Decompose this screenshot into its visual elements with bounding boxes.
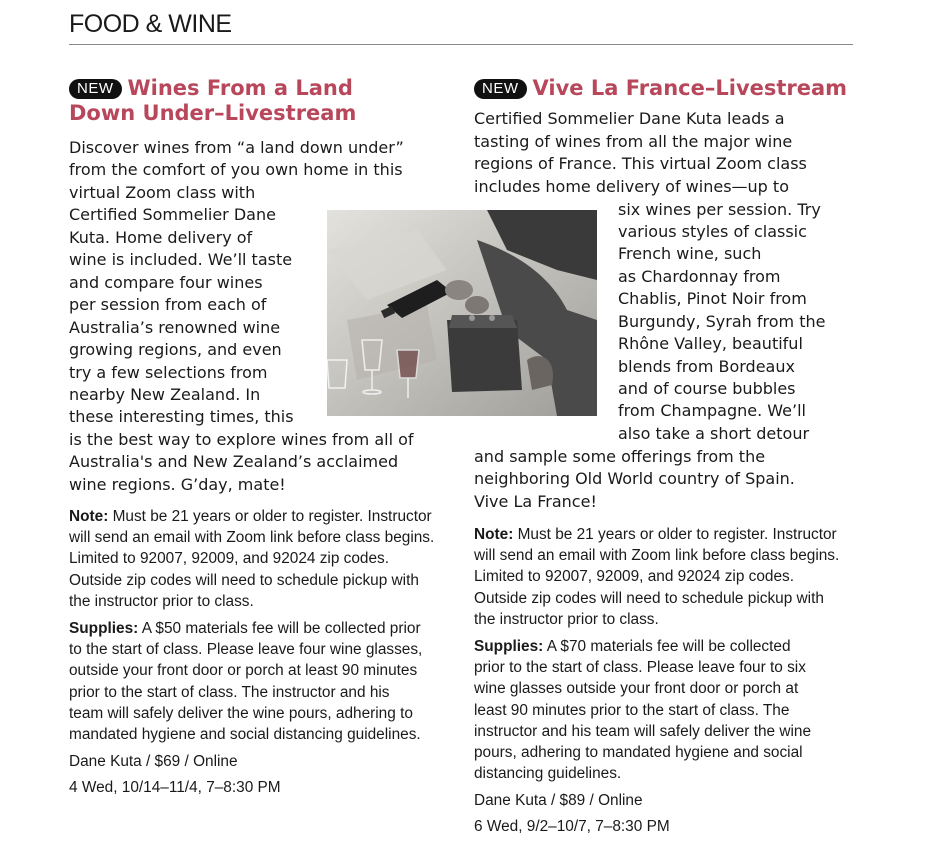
course1-desc-line: is the best way to explore wines from all of bbox=[69, 430, 414, 449]
course2-desc-line: Certified Sommelier Dane Kuta leads a bbox=[474, 109, 785, 128]
course1-note bbox=[69, 506, 434, 612]
course2-desc-line: various styles of classic bbox=[618, 222, 807, 241]
course-title-vive-la-france bbox=[474, 76, 847, 101]
course1-desc-line: per session from each of bbox=[69, 295, 267, 314]
course2-desc-line: Chablis, Pinot Noir from bbox=[618, 289, 807, 308]
new-badge: NEW bbox=[69, 79, 122, 99]
section-title: FOOD & WINE bbox=[69, 10, 232, 38]
course2-desc-line: tasting of wines from all the major wine bbox=[474, 132, 793, 151]
note-line: Limited to 92007, 92009, and 92024 zip codes. bbox=[474, 568, 795, 586]
note-line: the instructor prior to class. bbox=[69, 592, 254, 610]
note-line: Limited to 92007, 92009, and 92024 zip codes. bbox=[69, 550, 390, 568]
title-text: Vive La France–Livestream bbox=[532, 76, 848, 100]
course2-desc-line: blends from Bordeaux bbox=[618, 357, 795, 376]
course2-desc-line: as Chardonnay from bbox=[618, 267, 781, 286]
course2-desc-line: French wine, such bbox=[618, 244, 762, 263]
supplies-line: least 90 minutes prior to the start of class. The bbox=[474, 701, 790, 719]
title-line-2: Down Under–Livestream bbox=[69, 101, 357, 125]
supplies-label: Supplies: bbox=[69, 620, 139, 637]
course2-supplies bbox=[474, 636, 811, 784]
course1-desc-line: Kuta. Home delivery of bbox=[69, 228, 253, 247]
supplies-line: outside your front door or porch at least 90 minutes bbox=[69, 662, 418, 680]
course1-desc-line: from the comfort of you own home in this bbox=[69, 160, 403, 179]
title-line-1 bbox=[69, 76, 356, 101]
supplies-line: prior to the start of class. Please leave four to six bbox=[474, 659, 806, 677]
course2-desc-line: includes home delivery of wines—up to bbox=[474, 177, 789, 196]
supplies-text: A $50 materials fee will be collected prior bbox=[138, 620, 421, 637]
supplies-line: mandated hygiene and social distancing guidelines. bbox=[69, 726, 421, 744]
supplies-line: pours, adhering to mandated hygiene and social bbox=[474, 744, 803, 762]
title-text: Wines From a Land bbox=[127, 76, 353, 100]
note-line bbox=[69, 506, 434, 527]
note-text: Must be 21 years or older to register. Instructor bbox=[108, 508, 432, 525]
course1-desc-line: growing regions, and even bbox=[69, 340, 282, 359]
wine-pouring-photo bbox=[327, 210, 597, 416]
course1-supplies bbox=[69, 618, 422, 745]
supplies-line: team will safely deliver the wine pours, adhering to bbox=[69, 704, 413, 722]
course2-desc-line: also take a short detour bbox=[618, 424, 810, 443]
course2-desc-line: six wines per session. Try bbox=[618, 200, 821, 219]
supplies-label: Supplies: bbox=[474, 638, 544, 655]
photo-illustration bbox=[327, 210, 597, 416]
course1-desc-line: these interesting times, this bbox=[69, 407, 294, 426]
course1-desc-line: nearby New Zealand. In bbox=[69, 385, 261, 404]
note-line: will send an email with Zoom link before class begins. bbox=[69, 529, 435, 547]
course2-desc-line: Rhône Valley, beautiful bbox=[618, 334, 803, 353]
note-label: Note: bbox=[474, 526, 514, 543]
note-line bbox=[474, 524, 839, 545]
course1-desc-line: Certified Sommelier Dane bbox=[69, 205, 276, 224]
note-line: Outside zip codes will need to schedule pickup with bbox=[474, 589, 824, 607]
supplies-line: instructor and his team will safely deliver the wine bbox=[474, 722, 812, 740]
note-line: the instructor prior to class. bbox=[474, 610, 659, 628]
supplies-line: wine glasses outside your front door or porch at bbox=[474, 680, 799, 698]
course1-desc-line: try a few selections from bbox=[69, 363, 268, 382]
course1-desc-line: and compare four wines bbox=[69, 273, 263, 292]
course2-note bbox=[474, 524, 839, 630]
course1-desc-line: Australia's and New Zealand’s acclaimed bbox=[69, 452, 399, 471]
new-badge: NEW bbox=[474, 79, 527, 99]
course2-desc-line: Burgundy, Syrah from the bbox=[618, 312, 826, 331]
supplies-line bbox=[69, 618, 422, 639]
supplies-line bbox=[474, 636, 811, 657]
course1-desc-line: virtual Zoom class with bbox=[69, 183, 256, 202]
course2-desc-line: from Champagne. We’ll bbox=[618, 401, 806, 420]
note-line: Outside zip codes will need to schedule pickup with bbox=[69, 571, 419, 589]
course1-instructor-price: Dane Kuta / $69 / Online bbox=[69, 753, 238, 770]
supplies-line: prior to the start of class. The instructor and his bbox=[69, 683, 390, 701]
course2-instructor-price: Dane Kuta / $89 / Online bbox=[474, 792, 643, 809]
course2-desc-line: regions of France. This virtual Zoom class bbox=[474, 154, 807, 173]
note-label: Note: bbox=[69, 508, 109, 525]
course1-desc-line: wine regions. G’day, mate! bbox=[69, 475, 286, 494]
course2-desc-line: neighboring Old World country of Spain. bbox=[474, 469, 795, 488]
supplies-line: distancing guidelines. bbox=[474, 765, 622, 783]
course2-desc-line: and sample some offerings from the bbox=[474, 447, 766, 466]
supplies-text: A $70 materials fee will be collected bbox=[543, 638, 791, 655]
course2-desc-line: and of course bubbles bbox=[618, 379, 796, 398]
course1-desc-line: wine is included. We’ll taste bbox=[69, 250, 293, 269]
section-divider bbox=[69, 44, 853, 45]
course2-schedule: 6 Wed, 9/2–10/7, 7–8:30 PM bbox=[474, 818, 670, 835]
course1-schedule: 4 Wed, 10/14–11/4, 7–8:30 PM bbox=[69, 779, 281, 796]
note-line: will send an email with Zoom link before class begins. bbox=[474, 547, 840, 565]
course1-desc-line: Australia’s renowned wine bbox=[69, 318, 281, 337]
course1-desc-line: Discover wines from “a land down under” bbox=[69, 138, 404, 157]
course2-desc-line: Vive La France! bbox=[474, 492, 597, 511]
course-title-wines-down-under bbox=[69, 76, 356, 126]
note-text: Must be 21 years or older to register. Instructor bbox=[513, 526, 837, 543]
supplies-line: to the start of class. Please leave four wine glasses, bbox=[69, 641, 423, 659]
